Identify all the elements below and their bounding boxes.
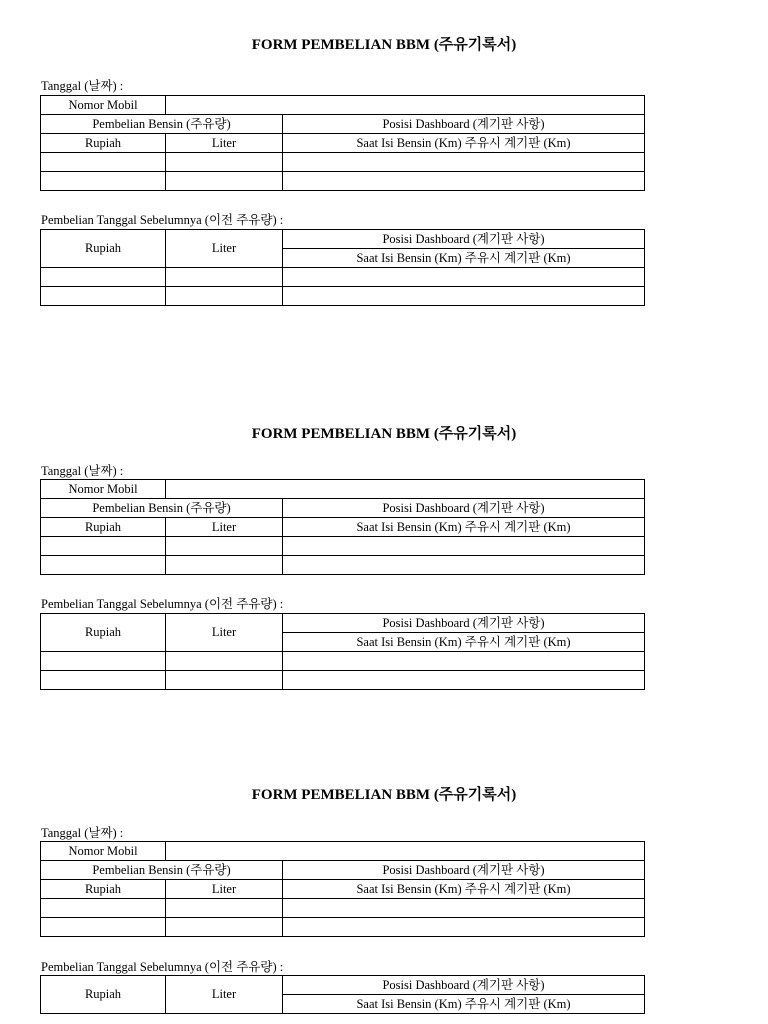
date-label: Tanggal (날짜) : bbox=[41, 79, 124, 93]
odometer-header: Saat Isi Bensin (Km) 주유시 계기판 (Km) bbox=[283, 249, 645, 268]
rupiah-field[interactable] bbox=[41, 172, 166, 191]
odometer-field[interactable] bbox=[283, 899, 645, 918]
rupiah-field[interactable] bbox=[41, 268, 166, 287]
form-title: FORM PEMBELIAN BBM (주유기록서) bbox=[251, 787, 517, 803]
liter-header: Liter bbox=[166, 880, 283, 899]
header-row bbox=[41, 230, 645, 249]
odometer-header: Saat Isi Bensin (Km) 주유시 계기판 (Km) bbox=[283, 880, 645, 899]
form-title: FORM PEMBELIAN BBM (주유기록서) bbox=[251, 37, 517, 53]
purchase-header: Pembelian Bensin (주유량) bbox=[41, 861, 283, 880]
fuel-form-2 bbox=[0, 422, 768, 802]
odometer-field[interactable] bbox=[283, 671, 645, 690]
date-label: Tanggal (날짜) : bbox=[41, 826, 124, 840]
previous-purchase-label: Pembelian Tanggal Sebelumnya (이전 주유량) : bbox=[41, 597, 284, 611]
dashboard-header: Posisi Dashboard (계기판 사항) bbox=[283, 861, 645, 880]
table-row bbox=[41, 537, 645, 556]
liter-field[interactable] bbox=[166, 671, 283, 690]
dashboard-header: Posisi Dashboard (계기판 사항) bbox=[283, 499, 645, 518]
table-row bbox=[41, 899, 645, 918]
purchase-table bbox=[40, 841, 645, 937]
liter-field[interactable] bbox=[166, 172, 283, 191]
liter-field[interactable] bbox=[166, 268, 283, 287]
odometer-field[interactable] bbox=[283, 287, 645, 306]
odometer-field[interactable] bbox=[283, 172, 645, 191]
rupiah-field[interactable] bbox=[41, 537, 166, 556]
purchase-header: Pembelian Bensin (주유량) bbox=[41, 499, 283, 518]
rupiah-field[interactable] bbox=[41, 652, 166, 671]
rupiah-header: Rupiah bbox=[41, 976, 166, 1014]
table-row bbox=[41, 671, 645, 690]
rupiah-header: Rupiah bbox=[41, 880, 166, 899]
table-row bbox=[41, 287, 645, 306]
liter-field[interactable] bbox=[166, 537, 283, 556]
odometer-header: Saat Isi Bensin (Km) 주유시 계기판 (Km) bbox=[283, 134, 645, 153]
liter-header: Liter bbox=[166, 134, 283, 153]
vehicle-number-field[interactable] bbox=[166, 480, 645, 499]
table-row bbox=[41, 652, 645, 671]
vehicle-label: Nomor Mobil bbox=[41, 96, 166, 115]
liter-field[interactable] bbox=[166, 918, 283, 937]
subheader-row bbox=[41, 880, 645, 899]
liter-header: Liter bbox=[166, 518, 283, 537]
dashboard-header: Posisi Dashboard (계기판 사항) bbox=[283, 115, 645, 134]
table-row bbox=[41, 172, 645, 191]
header-row bbox=[41, 614, 645, 633]
purchase-table bbox=[40, 479, 645, 575]
previous-purchase-table bbox=[40, 229, 645, 306]
previous-purchase-label: Pembelian Tanggal Sebelumnya (이전 주유량) : bbox=[41, 213, 284, 227]
odometer-header: Saat Isi Bensin (Km) 주유시 계기판 (Km) bbox=[283, 633, 645, 652]
odometer-field[interactable] bbox=[283, 268, 645, 287]
table-row bbox=[41, 918, 645, 937]
rupiah-field[interactable] bbox=[41, 287, 166, 306]
vehicle-number-field[interactable] bbox=[166, 842, 645, 861]
fuel-form-1 bbox=[0, 33, 768, 413]
date-label: Tanggal (날짜) : bbox=[41, 464, 124, 478]
liter-field[interactable] bbox=[166, 287, 283, 306]
liter-field[interactable] bbox=[166, 556, 283, 575]
subheader-row bbox=[41, 518, 645, 537]
liter-header: Liter bbox=[166, 976, 283, 1014]
liter-field[interactable] bbox=[166, 153, 283, 172]
header-row bbox=[41, 115, 645, 134]
previous-purchase-table bbox=[40, 613, 645, 690]
dashboard-header: Posisi Dashboard (계기판 사항) bbox=[283, 614, 645, 633]
rupiah-header: Rupiah bbox=[41, 518, 166, 537]
vehicle-row bbox=[41, 842, 645, 861]
odometer-header: Saat Isi Bensin (Km) 주유시 계기판 (Km) bbox=[283, 518, 645, 537]
vehicle-row bbox=[41, 96, 645, 115]
rupiah-header: Rupiah bbox=[41, 614, 166, 652]
odometer-field[interactable] bbox=[283, 556, 645, 575]
liter-header: Liter bbox=[166, 230, 283, 268]
header-row bbox=[41, 861, 645, 880]
dashboard-header: Posisi Dashboard (계기판 사항) bbox=[283, 230, 645, 249]
purchase-header: Pembelian Bensin (주유량) bbox=[41, 115, 283, 134]
rupiah-field[interactable] bbox=[41, 899, 166, 918]
vehicle-label: Nomor Mobil bbox=[41, 842, 166, 861]
rupiah-header: Rupiah bbox=[41, 134, 166, 153]
vehicle-row bbox=[41, 480, 645, 499]
odometer-header: Saat Isi Bensin (Km) 주유시 계기판 (Km) bbox=[283, 995, 645, 1014]
table-row bbox=[41, 268, 645, 287]
odometer-field[interactable] bbox=[283, 652, 645, 671]
odometer-field[interactable] bbox=[283, 537, 645, 556]
fuel-form-3 bbox=[0, 783, 768, 1024]
header-row bbox=[41, 499, 645, 518]
header-row bbox=[41, 976, 645, 995]
table-row bbox=[41, 556, 645, 575]
previous-purchase-table bbox=[40, 975, 645, 1014]
vehicle-label: Nomor Mobil bbox=[41, 480, 166, 499]
previous-purchase-label: Pembelian Tanggal Sebelumnya (이전 주유량) : bbox=[41, 960, 284, 974]
odometer-field[interactable] bbox=[283, 153, 645, 172]
rupiah-field[interactable] bbox=[41, 671, 166, 690]
rupiah-header: Rupiah bbox=[41, 230, 166, 268]
rupiah-field[interactable] bbox=[41, 153, 166, 172]
form-title: FORM PEMBELIAN BBM (주유기록서) bbox=[251, 426, 517, 442]
subheader-row bbox=[41, 134, 645, 153]
purchase-table bbox=[40, 95, 645, 191]
dashboard-header: Posisi Dashboard (계기판 사항) bbox=[283, 976, 645, 995]
odometer-field[interactable] bbox=[283, 918, 645, 937]
vehicle-number-field[interactable] bbox=[166, 96, 645, 115]
liter-field[interactable] bbox=[166, 899, 283, 918]
liter-field[interactable] bbox=[166, 652, 283, 671]
liter-header: Liter bbox=[166, 614, 283, 652]
table-row bbox=[41, 153, 645, 172]
rupiah-field[interactable] bbox=[41, 556, 166, 575]
rupiah-field[interactable] bbox=[41, 918, 166, 937]
